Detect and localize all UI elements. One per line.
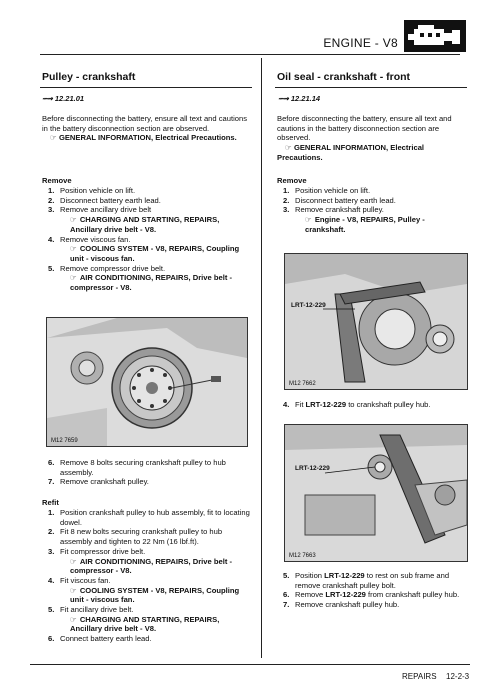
tool-reference: LRT-12-229 (305, 400, 347, 409)
step-text: Remove crankshaft pulley hub. (295, 600, 400, 610)
tool-icon: ⟿ (42, 94, 53, 103)
step-text: Position vehicle on lift. (295, 186, 371, 195)
reference-hand-icon: ☞ (70, 585, 77, 595)
left-refit-steps (48, 508, 252, 644)
step-text: Disconnect battery earth lead. (295, 195, 396, 205)
step-item (48, 458, 252, 477)
step-item (48, 605, 252, 634)
right-remove-steps (283, 186, 467, 235)
step-text: from crankshaft pulley hub. (365, 590, 460, 600)
cross-reference-text: Engine - V8, REPAIRS, Pulley - crankshaft. (305, 215, 425, 234)
step-item (48, 205, 252, 234)
cross-reference (60, 586, 252, 605)
step-number: 3. (48, 546, 55, 556)
step-number: 4. (48, 234, 55, 244)
step-text: Position vehicle on lift. (60, 186, 136, 195)
left-remove-steps-continued (48, 458, 252, 487)
right-step-4 (283, 400, 467, 410)
step-item (48, 576, 252, 605)
cross-reference-text: COOLING SYSTEM - V8, REPAIRS, Coupling unit - viscous fan. (70, 244, 240, 263)
step-number: 7. (283, 600, 290, 610)
step-item (283, 600, 467, 610)
reference-hand-icon: ☞ (70, 556, 77, 566)
step-number: 5. (48, 605, 55, 615)
cross-reference-text: CHARGING AND STARTING, REPAIRS, Ancillary drive belt - V8. (70, 215, 220, 234)
step-text: to rest on sub frame and remove crankshaft pulley bolt. (295, 571, 450, 590)
step-item (48, 547, 252, 576)
right-title-rule (275, 87, 467, 88)
step-text: Remove 8 bolts securing crankshaft pulley to hub assembly. (60, 458, 226, 477)
reference-hand-icon: ☞ (70, 614, 77, 624)
left-repair-number: ⟿ 12.21.01 (42, 94, 85, 103)
left-remove-heading: Remove (42, 176, 72, 185)
cross-reference (60, 215, 252, 234)
step-number: 3. (48, 205, 55, 215)
footer-section: REPAIRS (402, 672, 437, 681)
column-divider (261, 58, 262, 658)
step-text: Disconnect battery earth lead. (60, 195, 161, 205)
step-item (48, 634, 252, 644)
tool-label: LRT-12-229 (295, 465, 330, 472)
reference-hand-icon: ☞ (305, 215, 312, 225)
step-item (48, 196, 252, 206)
step-text: Remove (295, 590, 326, 600)
step-text: to crankshaft pulley hub. (346, 400, 431, 409)
right-intro: Before disconnecting the battery, ensure all text and cautions in the battery disconnection section are observed. ☞ GENERAL INFORMATION, Electrical Precautions. (277, 114, 452, 162)
cross-reference-text: AIR CONDITIONING, REPAIRS, Drive belt - compressor - V8. (70, 273, 232, 293)
step-item (48, 477, 252, 487)
step-text: Position crankshaft pulley to hub assembly, fit to locating dowel. (60, 508, 250, 527)
step-item (283, 400, 467, 410)
step-item (283, 590, 467, 600)
step-number: 4. (283, 400, 290, 409)
step-number: 2. (48, 527, 55, 537)
cross-reference-text: CHARGING AND STARTING, REPAIRS, Ancillary drive belt - V8. (70, 614, 220, 634)
cross-reference-text: AIR CONDITIONING, REPAIRS, Drive belt - compressor - V8. (70, 556, 232, 576)
step-text: Remove viscous fan. (60, 234, 131, 244)
reference-hand-icon: ☞ (50, 133, 57, 143)
step-number: 5. (48, 263, 55, 273)
cross-reference (60, 273, 252, 292)
tool-reference: LRT-12-229 (324, 571, 365, 580)
step-number: 5. (283, 571, 290, 580)
step-text: Fit (295, 400, 306, 409)
step-number: 3. (283, 205, 290, 215)
step-item (48, 235, 252, 264)
step-number: 4. (48, 575, 55, 585)
step-text: Remove compressor drive belt. (60, 263, 166, 273)
left-section-title: Pulley - crankshaft (42, 71, 136, 83)
tool-icon: ⟿ (278, 94, 289, 103)
step-number: 7. (48, 477, 55, 487)
right-steps-5-7 (283, 571, 467, 610)
cross-reference (60, 244, 252, 263)
engine-icon (404, 20, 466, 52)
step-number: 6. (48, 458, 55, 467)
reference-hand-icon: ☞ (70, 215, 77, 225)
step-text: Connect battery earth lead. (60, 634, 152, 644)
cross-reference (295, 215, 467, 234)
figure-caption: M12 7662 (289, 381, 316, 387)
right-section-title: Oil seal - crankshaft - front (277, 71, 411, 83)
step-number: 2. (283, 195, 290, 205)
step-text: Remove crankshaft pulley. (295, 205, 384, 215)
reference-hand-icon: ☞ (70, 244, 77, 254)
right-remove-heading: Remove (277, 176, 307, 185)
step-item (283, 186, 467, 196)
step-item (48, 527, 252, 546)
step-number: 1. (283, 186, 290, 195)
left-remove-steps (48, 186, 252, 293)
step-item (48, 264, 252, 293)
step-item (283, 196, 467, 206)
step-item (283, 571, 467, 590)
step-text: Remove ancillary drive belt (60, 205, 152, 215)
cross-reference (60, 557, 252, 576)
right-repair-number: ⟿ 12.21.14 (278, 94, 321, 103)
reference-hand-icon: ☞ (70, 273, 77, 283)
step-text: Remove crankshaft pulley. (60, 477, 149, 487)
tool-label: LRT-12-229 (291, 302, 326, 309)
step-number: 1. (48, 186, 55, 195)
step-item (283, 205, 467, 234)
figure-caption: M12 7663 (289, 553, 316, 559)
step-text: Position (295, 571, 325, 580)
step-text: Fit 8 new bolts securing crankshaft pulley to hub assembly and tighten to 22 Nm (16 lbf.ft). (60, 527, 223, 547)
tool-reference: LRT-12-229 (325, 590, 366, 600)
left-intro: Before disconnecting the battery, ensure all text and cautions in the battery disconnection section are observed. ☞ GENERAL INFORMATION, Electrical Precautions. (42, 114, 248, 143)
step-item (48, 186, 252, 196)
reference-hand-icon: ☞ (285, 143, 292, 153)
figure-crankshaft-pulley (46, 317, 248, 447)
left-title-rule (40, 87, 252, 88)
figure-caption: M12 7659 (51, 438, 78, 444)
step-item (48, 508, 252, 527)
cross-reference (60, 615, 252, 634)
page-number: 12-2-3 (446, 672, 470, 681)
step-number: 1. (48, 508, 55, 517)
section-title: ENGINE - V8 (323, 36, 398, 50)
figure-lrt-tool-on-subframe (284, 424, 468, 562)
step-text: Fit compressor drive belt. (60, 546, 146, 556)
left-refit-heading: Refit (42, 498, 59, 507)
cross-reference-text: COOLING SYSTEM - V8, REPAIRS, Coupling unit - viscous fan. (70, 585, 240, 605)
figure-lrt-tool-fitted (284, 253, 468, 390)
step-number: 6. (283, 590, 290, 600)
step-text: Fit viscous fan. (60, 575, 111, 585)
footer-rule (30, 664, 470, 665)
step-text: Fit ancillary drive belt. (60, 605, 134, 615)
step-number: 6. (48, 634, 55, 644)
step-number: 2. (48, 195, 55, 205)
header-rule (40, 54, 460, 55)
